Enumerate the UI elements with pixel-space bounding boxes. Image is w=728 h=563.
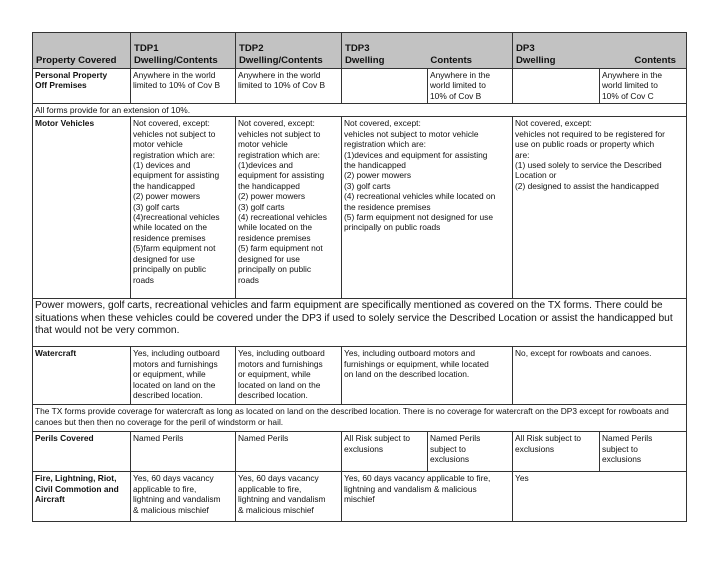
- cell-tdp1: Not covered, except: vehicles not subject to motor vehicle registration which are: (1) devices and equipment for assisting the handicapped (2) power mowers (3) golf carts (4)recreational vehicles while located on the residence premises (5)farm equipment not designed for use principally on public roads: [131, 117, 236, 299]
- cell-tdp2: Not covered, except: vehicles not subject to motor vehicle registration which are: (1)devices and equipment for assisting the handicapped (2) power mowers (3) golf carts (4) recreational vehicles while located on the residence premises (5) farm equipment not designed for use principally on public roads: [236, 117, 342, 299]
- cell-tdp2: Anywhere in the world limited to 10% of Cov B: [236, 69, 342, 104]
- row-label-fire-lightning: Fire, Lightning, Riot, Civil Commotion and Aircraft: [33, 472, 131, 522]
- header-dp3: DP3 Dwelling Contents: [513, 33, 687, 69]
- cell-dp3-contents: Named Perils subject to exclusions: [600, 432, 687, 472]
- cell-tdp2: Yes, including outboard motors and furnishings or equipment, while located on land on the described location.: [236, 347, 342, 405]
- table-row: [33, 347, 687, 405]
- note-motor-vehicles: Power mowers, golf carts, recreational vehicles and farm equipment are specifically mentioned as covered on the TX forms. There could be situations when these vehicles could be covered under the DP3 if used to solely service the Described Location or assist the handicapped but that would not be very common.: [33, 299, 687, 347]
- cell-dp3-dwelling: [513, 69, 600, 104]
- row-label-watercraft: Watercraft: [33, 347, 131, 405]
- note-row: [33, 299, 687, 347]
- coverage-comparison-document: [32, 32, 686, 522]
- note-watercraft: The TX forms provide coverage for watercraft as long as located on land on the described location. There is no coverage for watercraft on the DP3 except for rowboats and canoes but then then no coverage for the peril of windstorm or hail.: [33, 405, 687, 432]
- cell-tdp3-contents: Anywhere in the world limited to 10% of Cov B: [428, 69, 513, 104]
- cell-tdp3: Yes, 60 days vacancy applicable to fire, lightning and vandalism & malicious mischief: [342, 472, 513, 522]
- header-tdp1: TDP1 Dwelling/Contents: [131, 33, 236, 69]
- cell-tdp1: Yes, 60 days vacancy applicable to fire, lightning and vandalism & malicious mischief: [131, 472, 236, 522]
- table-row: [33, 472, 687, 522]
- cell-tdp1: Anywhere in the world limited to 10% of Cov B: [131, 69, 236, 104]
- cell-tdp2: Yes, 60 days vacancy applicable to fire, lightning and vandalism & malicious mischief: [236, 472, 342, 522]
- cell-tdp1: Yes, including outboard motors and furnishings or equipment, while located on land on the described location.: [131, 347, 236, 405]
- row-label-perils-covered: Perils Covered: [33, 432, 131, 472]
- cell-dp3-contents: Anywhere in the world limited to 10% of Cov C: [600, 69, 687, 104]
- table-row: [33, 117, 687, 299]
- table-row: [33, 69, 687, 104]
- header-row: [33, 33, 687, 69]
- cell-dp3-dwelling: All Risk subject to exclusions: [513, 432, 600, 472]
- header-tdp3: TDP3 Dwelling Contents: [342, 33, 513, 69]
- cell-tdp2: Named Perils: [236, 432, 342, 472]
- header-tdp2: TDP2 Dwelling/Contents: [236, 33, 342, 69]
- row-label-motor-vehicles: Motor Vehicles: [33, 117, 131, 299]
- note-personal-property: All forms provide for an extension of 10%.: [33, 104, 687, 117]
- cell-dp3: Yes: [513, 472, 687, 522]
- cell-tdp1: Named Perils: [131, 432, 236, 472]
- header-property-covered: Property Covered: [33, 33, 131, 69]
- row-label-personal-property: Personal Property Off Premises: [33, 69, 131, 104]
- cell-dp3: No, except for rowboats and canoes.: [513, 347, 687, 405]
- table-row: [33, 432, 687, 472]
- note-row: [33, 104, 687, 117]
- cell-tdp3-contents: Named Perils subject to exclusions: [428, 432, 513, 472]
- note-row: [33, 405, 687, 432]
- cell-tdp3-dwelling: All Risk subject to exclusions: [342, 432, 428, 472]
- cell-tdp3-dwelling: [342, 69, 428, 104]
- cell-tdp3: Yes, including outboard motors and furnishings or equipment, while located on land on the described location.: [342, 347, 513, 405]
- cell-tdp3: Not covered, except: vehicles not subject to motor vehicle registration which are: (1)devices and equipment for assisting the handicapped (2) power mowers (3) golf carts (4) recreational vehicles while located on the residence premises (5) farm equipment not designed for use principally on public roads: [342, 117, 513, 299]
- coverage-comparison-table: [32, 32, 687, 522]
- cell-dp3: Not covered, except: vehicles not required to be registered for use on public roads or property which are: (1) used solely to service the Described Location or (2) designed to assist the handicapped: [513, 117, 687, 299]
